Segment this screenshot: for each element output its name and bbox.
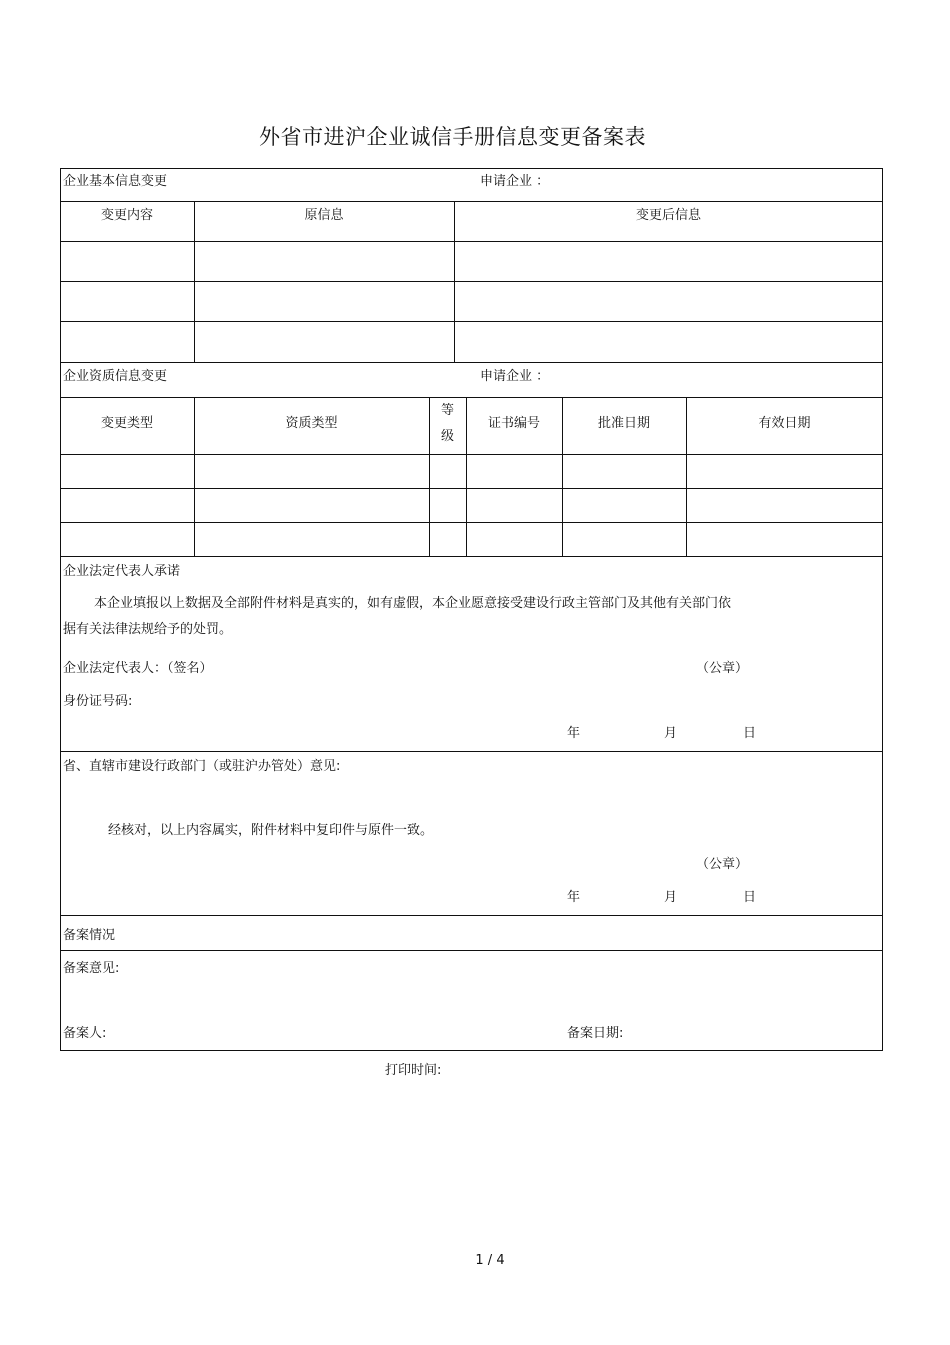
commitment-label: 企业法定代表人承诺 <box>63 564 181 579</box>
basic-info-change-label: 企业基本信息变更 <box>63 174 168 189</box>
divider <box>194 201 195 362</box>
legal-rep-signature-label: 企业法定代表人：（签名） <box>63 661 213 676</box>
date-year-label: 年 <box>567 726 581 741</box>
header-original-info: 原信息 <box>304 208 344 223</box>
official-seal-label: （公章） <box>696 857 749 872</box>
filing-status-label: 备案情况 <box>63 928 116 943</box>
header-approval-date: 批准日期 <box>597 416 650 431</box>
divider <box>454 201 455 362</box>
filing-form-table <box>60 168 883 1051</box>
header-qualification-type: 资质类型 <box>285 416 338 431</box>
filing-date-label: 备案日期: <box>567 1026 624 1041</box>
header-change-content: 变更内容 <box>100 208 153 223</box>
divider <box>60 454 883 455</box>
filing-opinion-label: 备案意见: <box>63 961 120 976</box>
divider <box>60 201 883 202</box>
divider <box>60 241 883 242</box>
header-certificate-number: 证书编号 <box>487 416 540 431</box>
filing-person-label: 备案人: <box>63 1026 107 1041</box>
date-month-label: 月 <box>664 890 678 905</box>
print-time-label: 打印时间: <box>385 1063 442 1078</box>
divider <box>60 950 883 951</box>
divider <box>60 321 883 322</box>
date-year-label: 年 <box>567 890 581 905</box>
header-change-type: 变更类型 <box>100 416 153 431</box>
basic-applicant-label: 申请企业 ： <box>480 174 550 189</box>
header-valid-date: 有效日期 <box>758 416 811 431</box>
qualification-change-label: 企业资质信息变更 <box>63 369 168 384</box>
authority-opinion-text: 经核对，以上内容属实，附件材料中复印件与原件一致。 <box>108 823 434 838</box>
header-grade-1: 等 <box>440 403 454 418</box>
header-changed-info: 变更后信息 <box>635 208 701 223</box>
divider <box>60 488 883 489</box>
divider <box>60 522 883 523</box>
divider <box>60 362 883 363</box>
page-number: 1 / 4 <box>475 1253 505 1268</box>
authority-opinion-label: 省、直辖市建设行政部门（或驻沪办管处）意见: <box>63 759 341 774</box>
id-number-label: 身份证号码: <box>63 694 133 709</box>
commitment-text-line2: 据有关法律法规给予的处罚。 <box>63 622 233 637</box>
qual-applicant-label: 申请企业 ： <box>480 369 550 384</box>
divider <box>429 397 430 556</box>
divider <box>60 556 883 557</box>
header-grade-2: 级 <box>440 429 454 444</box>
divider <box>60 915 883 916</box>
date-day-label: 日 <box>743 726 757 741</box>
divider <box>60 751 883 752</box>
form-title: 外省市进沪企业诚信手册信息变更备案表 <box>259 125 646 149</box>
official-seal-label: （公章） <box>696 661 749 676</box>
date-day-label: 日 <box>743 890 757 905</box>
divider <box>60 281 883 282</box>
divider <box>60 397 883 398</box>
date-month-label: 月 <box>664 726 678 741</box>
commitment-text-line1: 本企业填报以上数据及全部附件材料是真实的，如有虚假，本企业愿意接受建设行政主管部门及其他有关部门依 <box>94 596 732 611</box>
